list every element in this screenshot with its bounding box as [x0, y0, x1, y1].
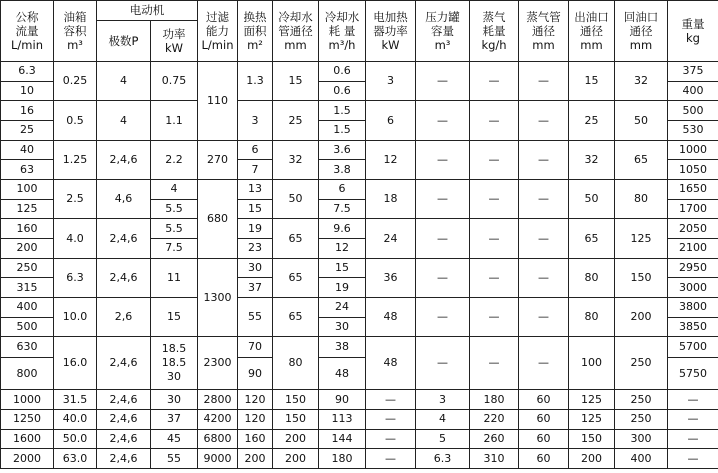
tank-cell: 50.0 [54, 429, 97, 449]
table-row [1, 409, 718, 429]
ret-cell: 400 [615, 449, 668, 469]
cwpipe-cell: 150 [273, 390, 319, 410]
col-weight-header: 重量 kg [668, 1, 718, 62]
steamuse-cell: 310 [470, 449, 519, 469]
filter-cell: 9000 [198, 449, 238, 469]
weight-cell: 500 [668, 101, 718, 121]
ret-cell: 250 [615, 409, 668, 429]
cwuse-cell: 7.5 [319, 199, 366, 219]
cwuse-cell: 38 [319, 337, 366, 358]
power-cell: 7.5 [151, 239, 198, 259]
tank-cell: 6.3 [54, 258, 97, 297]
tank-cell: 2.5 [54, 180, 97, 219]
ret-cell: 250 [615, 337, 668, 390]
steampipe-cell: — [519, 298, 569, 337]
area-cell: 3 [238, 101, 273, 140]
ret-cell: 300 [615, 429, 668, 449]
cwuse-cell: 0.6 [319, 81, 366, 101]
power-cell: 11 [151, 258, 198, 297]
poles-cell: 2,4,6 [97, 337, 151, 390]
out-cell: 150 [569, 429, 615, 449]
table-row [1, 337, 718, 358]
col-power-header: 功率 kW [151, 20, 198, 61]
weight-cell: 1650 [668, 180, 718, 200]
weight-cell: — [668, 390, 718, 410]
flow-cell: 160 [1, 219, 54, 239]
ret-cell: 200 [615, 298, 668, 337]
cwuse-cell: 3.6 [319, 140, 366, 160]
flow-cell: 40 [1, 140, 54, 160]
filter-cell: 1300 [198, 258, 238, 337]
flow-cell: 100 [1, 180, 54, 200]
steampipe-cell: — [519, 258, 569, 297]
steamuse-cell: 220 [470, 409, 519, 429]
steampipe-cell: — [519, 101, 569, 140]
area-cell: 6 [238, 140, 273, 160]
steamuse-cell: — [470, 258, 519, 297]
flow-cell: 1250 [1, 409, 54, 429]
weight-cell: — [668, 449, 718, 469]
table-row [1, 140, 718, 160]
heater-cell: — [366, 449, 416, 469]
tank-cell: 16.0 [54, 337, 97, 390]
table-row [1, 101, 718, 121]
heater-cell: 48 [366, 337, 416, 390]
cwpipe-cell: 15 [273, 62, 319, 101]
power-cell: 4 [151, 180, 198, 200]
cwpipe-cell: 150 [273, 409, 319, 429]
poles-cell: 2,4,6 [97, 409, 151, 429]
poles-cell: 4,6 [97, 180, 151, 219]
flow-cell: 800 [1, 358, 54, 390]
poles-cell: 4 [97, 101, 151, 140]
press-cell: — [416, 298, 470, 337]
flow-cell: 1600 [1, 429, 54, 449]
table-row [1, 180, 718, 200]
flow-cell: 25 [1, 121, 54, 141]
flow-cell: 315 [1, 278, 54, 298]
press-cell: 6.3 [416, 449, 470, 469]
col-flow-header: 公称 流量 L/min [1, 1, 54, 62]
tank-cell: 0.5 [54, 101, 97, 140]
steamuse-cell: — [470, 140, 519, 179]
out-cell: 80 [569, 298, 615, 337]
ret-cell: 125 [615, 219, 668, 258]
cwpipe-cell: 50 [273, 180, 319, 219]
area-cell: 160 [238, 429, 273, 449]
ret-cell: 80 [615, 180, 668, 219]
cwpipe-cell: 32 [273, 140, 319, 179]
poles-cell: 2,4,6 [97, 258, 151, 297]
power-cell: 18.5 18.5 30 [151, 337, 198, 390]
area-cell: 13 [238, 180, 273, 200]
col-out-pipe-header: 出油口 通径 mm [569, 1, 615, 62]
weight-cell: — [668, 409, 718, 429]
heater-cell: — [366, 390, 416, 410]
area-cell: 90 [238, 358, 273, 390]
power-cell: 1.1 [151, 101, 198, 140]
area-cell: 37 [238, 278, 273, 298]
weight-cell: 3850 [668, 317, 718, 337]
flow-cell: 125 [1, 199, 54, 219]
cwuse-cell: 144 [319, 429, 366, 449]
table-row [1, 298, 718, 318]
steampipe-cell: 60 [519, 449, 569, 469]
area-cell: 120 [238, 390, 273, 410]
cwuse-cell: 9.6 [319, 219, 366, 239]
col-heater-header: 电加热 器功率 kW [366, 1, 416, 62]
weight-cell: 1000 [668, 140, 718, 160]
ret-cell: 65 [615, 140, 668, 179]
cwpipe-cell: 65 [273, 219, 319, 258]
cwuse-cell: 24 [319, 298, 366, 318]
poles-cell: 2,4,6 [97, 219, 151, 258]
flow-cell: 630 [1, 337, 54, 358]
area-cell: 70 [238, 337, 273, 358]
out-cell: 25 [569, 101, 615, 140]
weight-cell: 400 [668, 81, 718, 101]
press-cell: — [416, 337, 470, 390]
poles-cell: 2,4,6 [97, 429, 151, 449]
steampipe-cell: 60 [519, 409, 569, 429]
steamuse-cell: — [470, 180, 519, 219]
press-cell: — [416, 219, 470, 258]
ret-cell: 150 [615, 258, 668, 297]
out-cell: 50 [569, 180, 615, 219]
tank-cell: 63.0 [54, 449, 97, 469]
col-cw-use-header: 冷却水 耗 量 m³/h [319, 1, 366, 62]
flow-cell: 500 [1, 317, 54, 337]
press-cell: — [416, 140, 470, 179]
out-cell: 125 [569, 409, 615, 429]
tank-cell: 0.25 [54, 62, 97, 101]
flow-cell: 400 [1, 298, 54, 318]
press-cell: 3 [416, 390, 470, 410]
power-cell: 15 [151, 298, 198, 337]
steamuse-cell: — [470, 298, 519, 337]
filter-cell: 2800 [198, 390, 238, 410]
ret-cell: 32 [615, 62, 668, 101]
press-cell: — [416, 180, 470, 219]
tank-cell: 40.0 [54, 409, 97, 429]
cwuse-cell: 90 [319, 390, 366, 410]
col-ret-pipe-header: 回油口 通径 mm [615, 1, 668, 62]
weight-cell: 3800 [668, 298, 718, 318]
cwuse-cell: 12 [319, 239, 366, 259]
cwpipe-cell: 200 [273, 429, 319, 449]
table-row [1, 219, 718, 239]
area-cell: 120 [238, 409, 273, 429]
flow-cell: 6.3 [1, 62, 54, 82]
power-cell: 55 [151, 449, 198, 469]
col-filter-header: 过滤 能力 L/min [198, 1, 238, 62]
heater-cell: 6 [366, 101, 416, 140]
table-row [1, 258, 718, 278]
steamuse-cell: — [470, 62, 519, 101]
col-steam-pipe-header: 蒸气管 通径 mm [519, 1, 569, 62]
steamuse-cell: — [470, 101, 519, 140]
poles-cell: 2,4,6 [97, 140, 151, 179]
filter-cell: 270 [198, 140, 238, 179]
weight-cell: 2950 [668, 258, 718, 278]
cwuse-cell: 113 [319, 409, 366, 429]
cwuse-cell: 48 [319, 358, 366, 390]
area-cell: 15 [238, 199, 273, 219]
steamuse-cell: — [470, 219, 519, 258]
poles-cell: 4 [97, 62, 151, 101]
out-cell: 100 [569, 337, 615, 390]
power-cell: 30 [151, 390, 198, 410]
col-cw-pipe-header: 冷却水 管通径 mm [273, 1, 319, 62]
table-row [1, 449, 718, 469]
heater-cell: — [366, 429, 416, 449]
weight-cell: 1700 [668, 199, 718, 219]
weight-cell: 2050 [668, 219, 718, 239]
out-cell: 15 [569, 62, 615, 101]
poles-cell: 2,6 [97, 298, 151, 337]
cwuse-cell: 1.5 [319, 121, 366, 141]
cwpipe-cell: 25 [273, 101, 319, 140]
tank-cell: 4.0 [54, 219, 97, 258]
out-cell: 80 [569, 258, 615, 297]
ret-cell: 250 [615, 390, 668, 410]
weight-cell: 3000 [668, 278, 718, 298]
cwuse-cell: 6 [319, 180, 366, 200]
press-cell: — [416, 101, 470, 140]
steampipe-cell: — [519, 62, 569, 101]
steampipe-cell: — [519, 180, 569, 219]
out-cell: 200 [569, 449, 615, 469]
poles-cell: 2,4,6 [97, 449, 151, 469]
weight-cell: — [668, 429, 718, 449]
cwuse-cell: 3.8 [319, 160, 366, 180]
flow-cell: 1000 [1, 390, 54, 410]
heater-cell: 12 [366, 140, 416, 179]
area-cell: 55 [238, 298, 273, 337]
table-row [1, 62, 718, 82]
area-cell: 23 [238, 239, 273, 259]
col-poles-header: 极数P [97, 20, 151, 61]
filter-cell: 2300 [198, 337, 238, 390]
area-cell: 19 [238, 219, 273, 239]
cwuse-cell: 15 [319, 258, 366, 278]
flow-cell: 63 [1, 160, 54, 180]
filter-cell: 680 [198, 180, 238, 259]
steampipe-cell: — [519, 219, 569, 258]
power-cell: 45 [151, 429, 198, 449]
press-cell: — [416, 62, 470, 101]
steampipe-cell: 60 [519, 429, 569, 449]
weight-cell: 530 [668, 121, 718, 141]
area-cell: 7 [238, 160, 273, 180]
col-motor-header: 电动机 [97, 1, 198, 21]
cwuse-cell: 180 [319, 449, 366, 469]
area-cell: 200 [238, 449, 273, 469]
cwuse-cell: 19 [319, 278, 366, 298]
col-steam-use-header: 蒸气 耗量 kg/h [470, 1, 519, 62]
cwuse-cell: 1.5 [319, 101, 366, 121]
power-cell: 0.75 [151, 62, 198, 101]
heater-cell: 48 [366, 298, 416, 337]
out-cell: 65 [569, 219, 615, 258]
cwuse-cell: 30 [319, 317, 366, 337]
col-heat-area-header: 换热 面积 m² [238, 1, 273, 62]
steampipe-cell: 60 [519, 390, 569, 410]
steamuse-cell: — [470, 337, 519, 390]
weight-cell: 5700 [668, 337, 718, 358]
tank-cell: 1.25 [54, 140, 97, 179]
steamuse-cell: 180 [470, 390, 519, 410]
filter-cell: 110 [198, 62, 238, 141]
flow-cell: 250 [1, 258, 54, 278]
flow-cell: 16 [1, 101, 54, 121]
tank-cell: 10.0 [54, 298, 97, 337]
steampipe-cell: — [519, 337, 569, 390]
power-cell: 37 [151, 409, 198, 429]
cwpipe-cell: 200 [273, 449, 319, 469]
heater-cell: — [366, 409, 416, 429]
power-cell: 5.5 [151, 219, 198, 239]
cwpipe-cell: 65 [273, 298, 319, 337]
col-tank-header: 油箱 容积 m³ [54, 1, 97, 62]
press-cell: 5 [416, 429, 470, 449]
area-cell: 1.3 [238, 62, 273, 101]
ret-cell: 50 [615, 101, 668, 140]
heater-cell: 18 [366, 180, 416, 219]
weight-cell: 2100 [668, 239, 718, 259]
poles-cell: 2,4,6 [97, 390, 151, 410]
weight-cell: 1050 [668, 160, 718, 180]
header-row-1 [1, 1, 718, 21]
filter-cell: 6800 [198, 429, 238, 449]
steamuse-cell: 260 [470, 429, 519, 449]
heater-cell: 24 [366, 219, 416, 258]
heater-cell: 36 [366, 258, 416, 297]
out-cell: 125 [569, 390, 615, 410]
col-press-tank-header: 压力罐 容量 m³ [416, 1, 470, 62]
weight-cell: 375 [668, 62, 718, 82]
power-cell: 2.2 [151, 140, 198, 179]
steampipe-cell: — [519, 140, 569, 179]
weight-cell: 5750 [668, 358, 718, 390]
flow-cell: 2000 [1, 449, 54, 469]
press-cell: — [416, 258, 470, 297]
press-cell: 4 [416, 409, 470, 429]
table-row [1, 429, 718, 449]
flow-cell: 10 [1, 81, 54, 101]
cwpipe-cell: 65 [273, 258, 319, 297]
cwpipe-cell: 80 [273, 337, 319, 390]
heater-cell: 3 [366, 62, 416, 101]
out-cell: 32 [569, 140, 615, 179]
tank-cell: 31.5 [54, 390, 97, 410]
power-cell: 5.5 [151, 199, 198, 219]
table-row [1, 390, 718, 410]
flow-cell: 200 [1, 239, 54, 259]
filter-cell: 4200 [198, 409, 238, 429]
area-cell: 30 [238, 258, 273, 278]
cwuse-cell: 0.6 [319, 62, 366, 82]
